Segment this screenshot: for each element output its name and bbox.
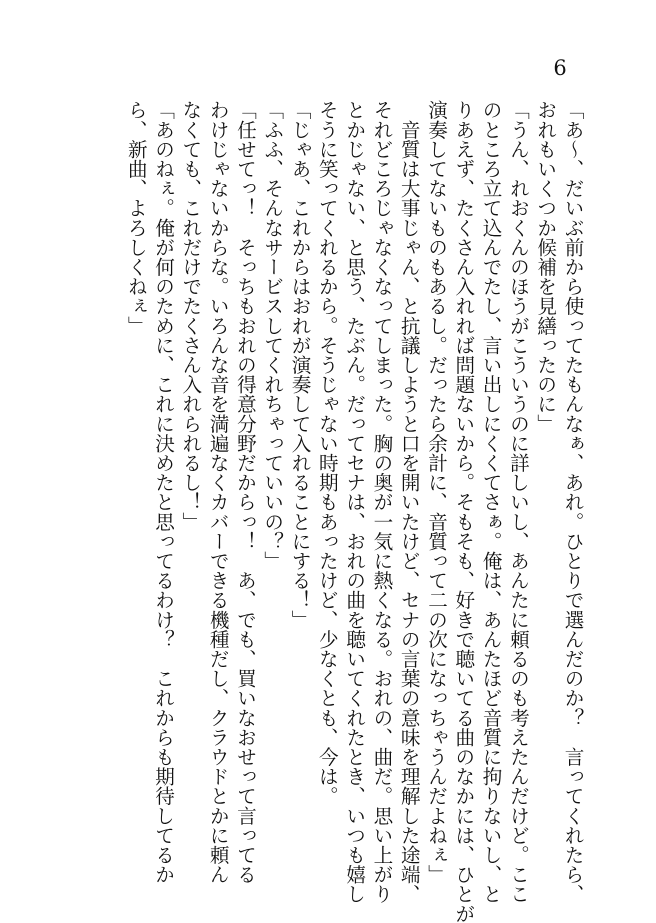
novel-text-block [122, 100, 586, 923]
text-line: 「ふふ、そんなサービスしてくれちゃっていいの？」 [260, 100, 284, 571]
text-line: のところ立て込んでたし、言い出しにくくてさぁ。俺は、あんたほど音質に拘りないし、と [479, 100, 503, 904]
text-line: わけじゃないからな。いろんな音を満遍なくカバーできる機種だし、クラウドとかに頼ん [206, 100, 230, 884]
text-line: それどころじゃなくなってしまった。胸の奥が一気に熱くなる。おれの、曲だ。思い上がり [369, 100, 393, 904]
text-line: 「じゃあ、これからはおれが演奏して入れることにする！」 [288, 100, 312, 630]
text-line: ら、新曲、よろしくねぇ」 [124, 100, 148, 336]
text-line: 演奏してないものもあるし。だったら余計に、音質って二の次になっちゃうんだよねぇ」 [424, 100, 448, 884]
text-line: 「任せてっ！ そっちもおれの得意分野だからっ！ あ、でも、買いなおせって言ってる [233, 100, 257, 884]
text-line: 「うん、れおくんのほうがこういうのに詳しいし、あんたに頼るのも考えたんだけど。ここ [506, 100, 530, 904]
page-number: 6 [553, 56, 567, 80]
text-line: そうに笑ってくれるから。そうじゃない時期もあったけど、少なくとも、今は。 [315, 100, 339, 806]
text-line: おれもいくつか候補を見繕ったのに」 [533, 100, 557, 434]
text-line: 音質は大事じゃん、と抗議しようと口を開いたけど、セナの言葉の意味を理解した途端、 [397, 100, 421, 904]
text-line: りあえず、たくさん入れれば問題ないから。そもそも、好きで聴いてる曲のなかには、ひとが [451, 100, 475, 923]
text-line: 「あ～、だいぶ前から使ってたもんなぁ、あれ。ひとりで選んだのか？ 言ってくれたら、 [561, 100, 584, 904]
text-line: 「あのねぇ。俺が何のために、これに決めたと思ってるわけ？ これからも期待してるか [151, 100, 175, 884]
text-line: なくても、これだけでたくさん入れられるし！」 [178, 100, 202, 532]
text-line: とかじゃない、と思う、たぶん。だってセナは、おれの曲を聴いてくれたとき、いつも嬉し [342, 100, 366, 904]
